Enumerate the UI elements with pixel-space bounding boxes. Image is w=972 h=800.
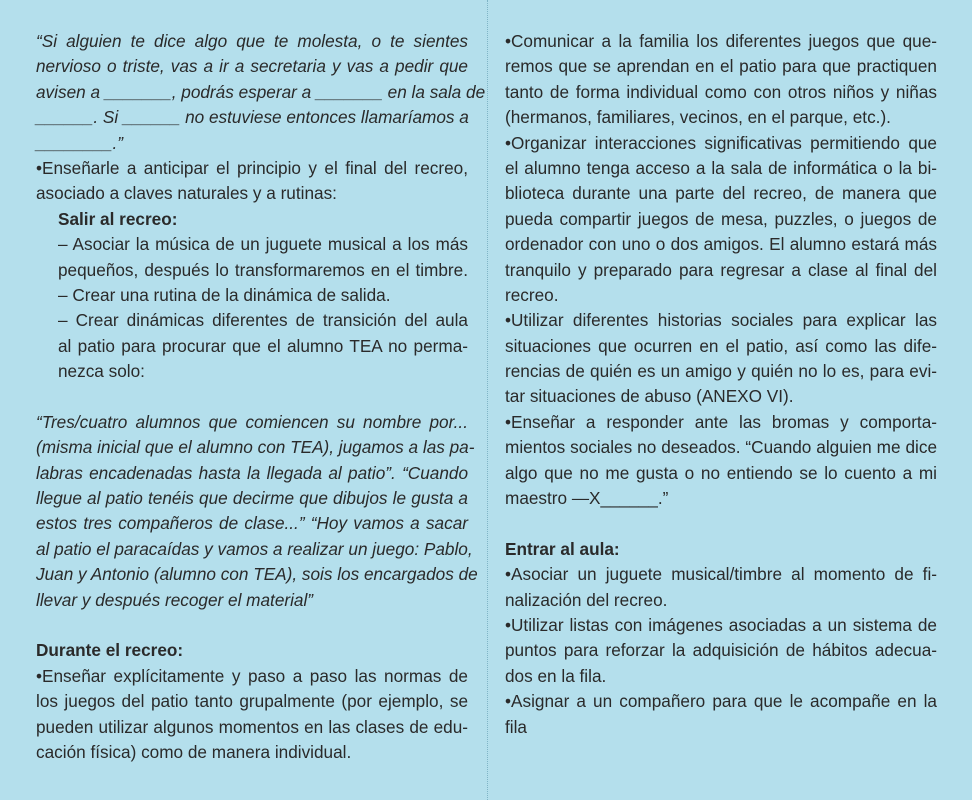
text-line: maestro —X______.” <box>505 488 669 509</box>
bullet-listas <box>505 613 937 689</box>
text-line: •Utilizar listas con imágenes asociadas a un sistema de <box>505 614 937 635</box>
heading-salir-recreo: Salir al recreo: <box>58 208 178 229</box>
spacer <box>36 384 468 409</box>
text-line: puntos para reforzar la adquisición de hábitos adecua- <box>505 640 937 661</box>
text-line: •Enseñarle a anticipar el principio y el final del recreo, <box>36 157 468 178</box>
text-line: pueden utilizar algunos momentos en las clases de edu- <box>36 716 468 737</box>
text-line: llegue al patio tenéis que decirme que dibujos le gusta a <box>36 488 468 509</box>
text-line: pueda compartir juegos de mesa, puzzles, o juegos de <box>505 208 937 229</box>
bullet-companero <box>505 689 937 740</box>
text-line: rencias de quién es un amigo y quién no lo es, para evi- <box>505 361 937 382</box>
text-line: •Organizar interacciones significativas permitiendo que <box>505 132 937 153</box>
quote-secretaria <box>36 29 486 156</box>
text-line: tar situaciones de abuso (ANEXO VI). <box>505 386 794 407</box>
text-line: (hermanos, familiares, vecinos, en el parque, etc.). <box>505 107 891 128</box>
text-line: ordenador con uno o dos amigos. El alumno estará más <box>505 234 937 255</box>
text-line: tranquilo y preparado para regresar a clase al final del <box>505 259 937 280</box>
text-line: recreo. <box>505 284 559 305</box>
spacer <box>36 613 468 638</box>
text-line: dos en la fila. <box>505 665 607 686</box>
text-line: •Asociar un juguete musical/timbre al momento de fi- <box>505 564 937 585</box>
salir-list <box>36 232 468 384</box>
quote-tres-alumnos <box>36 410 478 613</box>
heading-entrar-aula: Entrar al aula: <box>505 538 620 559</box>
text-line: (misma inicial que el alumno con TEA), jugamos a las pa- <box>36 437 475 458</box>
text-line: nalización del recreo. <box>505 589 668 610</box>
bullet-organizar <box>505 131 937 309</box>
text-line: situaciones que ocurren en el patio, así como las dife- <box>505 335 937 356</box>
text-line: ________.” <box>36 132 123 153</box>
text-line: •Asignar a un compañero para que le acompañe en la <box>505 691 937 712</box>
text-line: labras encadenadas hasta la llegada al patio”. “Cuando <box>36 462 468 483</box>
text-line: •Enseñar a responder ante las bromas y comporta- <box>505 411 937 432</box>
text-line: “Tres/cuatro alumnos que comiencen su nombre por... <box>36 411 468 432</box>
spacer <box>505 511 937 536</box>
text-line: remos que se aprendan en el patio para que practiquen <box>505 56 937 77</box>
text-line: nervioso o triste, vas a ir a secretaria y vas a pedir que <box>36 56 468 77</box>
bullet-historias <box>505 308 937 410</box>
list-item: – Asociar la música de un juguete musical a los más <box>58 234 468 255</box>
text-line: ______. Si ______ no estuviese entonces llamaríamos a <box>36 107 469 128</box>
text-line: mientos sociales no deseados. “Cuando alguien me dice <box>505 437 937 458</box>
bullet-bromas <box>505 410 937 512</box>
text-line: •Utilizar diferentes historias sociales para explicar las <box>505 310 937 331</box>
text-line: tanto de forma individual como con otros niños y niñas <box>505 81 937 102</box>
text-line: •Comunicar a la familia los diferentes juegos que que- <box>505 31 937 51</box>
heading-durante-recreo: Durante el recreo: <box>36 640 184 661</box>
text-line: fila <box>505 716 527 737</box>
list-item: al patio para procurar que el alumno TEA no perma- <box>58 335 468 356</box>
text-line: estos tres compañeros de clase...” “Hoy vamos a sacar <box>36 513 468 534</box>
right-column <box>505 29 937 740</box>
text-line: llevar y después recoger el material” <box>36 589 314 610</box>
text-line: Juan y Antonio (alumno con TEA), sois los encargados de <box>36 564 478 585</box>
bullet-juguete <box>505 562 937 613</box>
text-line: asociado a claves naturales y a rutinas: <box>36 183 337 204</box>
bullet-ensenar-normas <box>36 664 468 766</box>
list-item: nezca solo: <box>58 361 145 382</box>
text-line: cación física) como de manera individual. <box>36 741 352 762</box>
list-item: – Crear dinámicas diferentes de transición del aula <box>58 310 468 331</box>
bullet-anticipar <box>36 156 468 207</box>
text-line: el alumno tenga acceso a la sala de informática o la bi- <box>505 157 937 178</box>
list-item: – Crear una rutina de la dinámica de salida. <box>58 284 391 305</box>
text-line: •Enseñar explícitamente y paso a paso las normas de <box>36 665 468 686</box>
text-line: algo que no me gusta o no entiendo se lo cuento a mi <box>505 462 937 483</box>
text-line: blioteca durante una parte del recreo, de manera que <box>505 183 937 204</box>
text-line: “Si alguien te dice algo que te molesta, o te sientes <box>36 31 468 51</box>
bullet-comunicar <box>505 29 937 131</box>
column-divider <box>487 0 488 800</box>
list-item: pequeños, después lo transformaremos en el timbre. <box>58 259 468 280</box>
text-line: al patio el paracaídas y vamos a realizar un juego: Pablo, <box>36 538 473 559</box>
left-column <box>36 29 486 765</box>
text-line: avisen a _______, podrás esperar a _______ en la sala de <box>36 81 486 102</box>
text-line: los juegos del patio tanto grupalmente (por ejemplo, se <box>36 691 468 712</box>
